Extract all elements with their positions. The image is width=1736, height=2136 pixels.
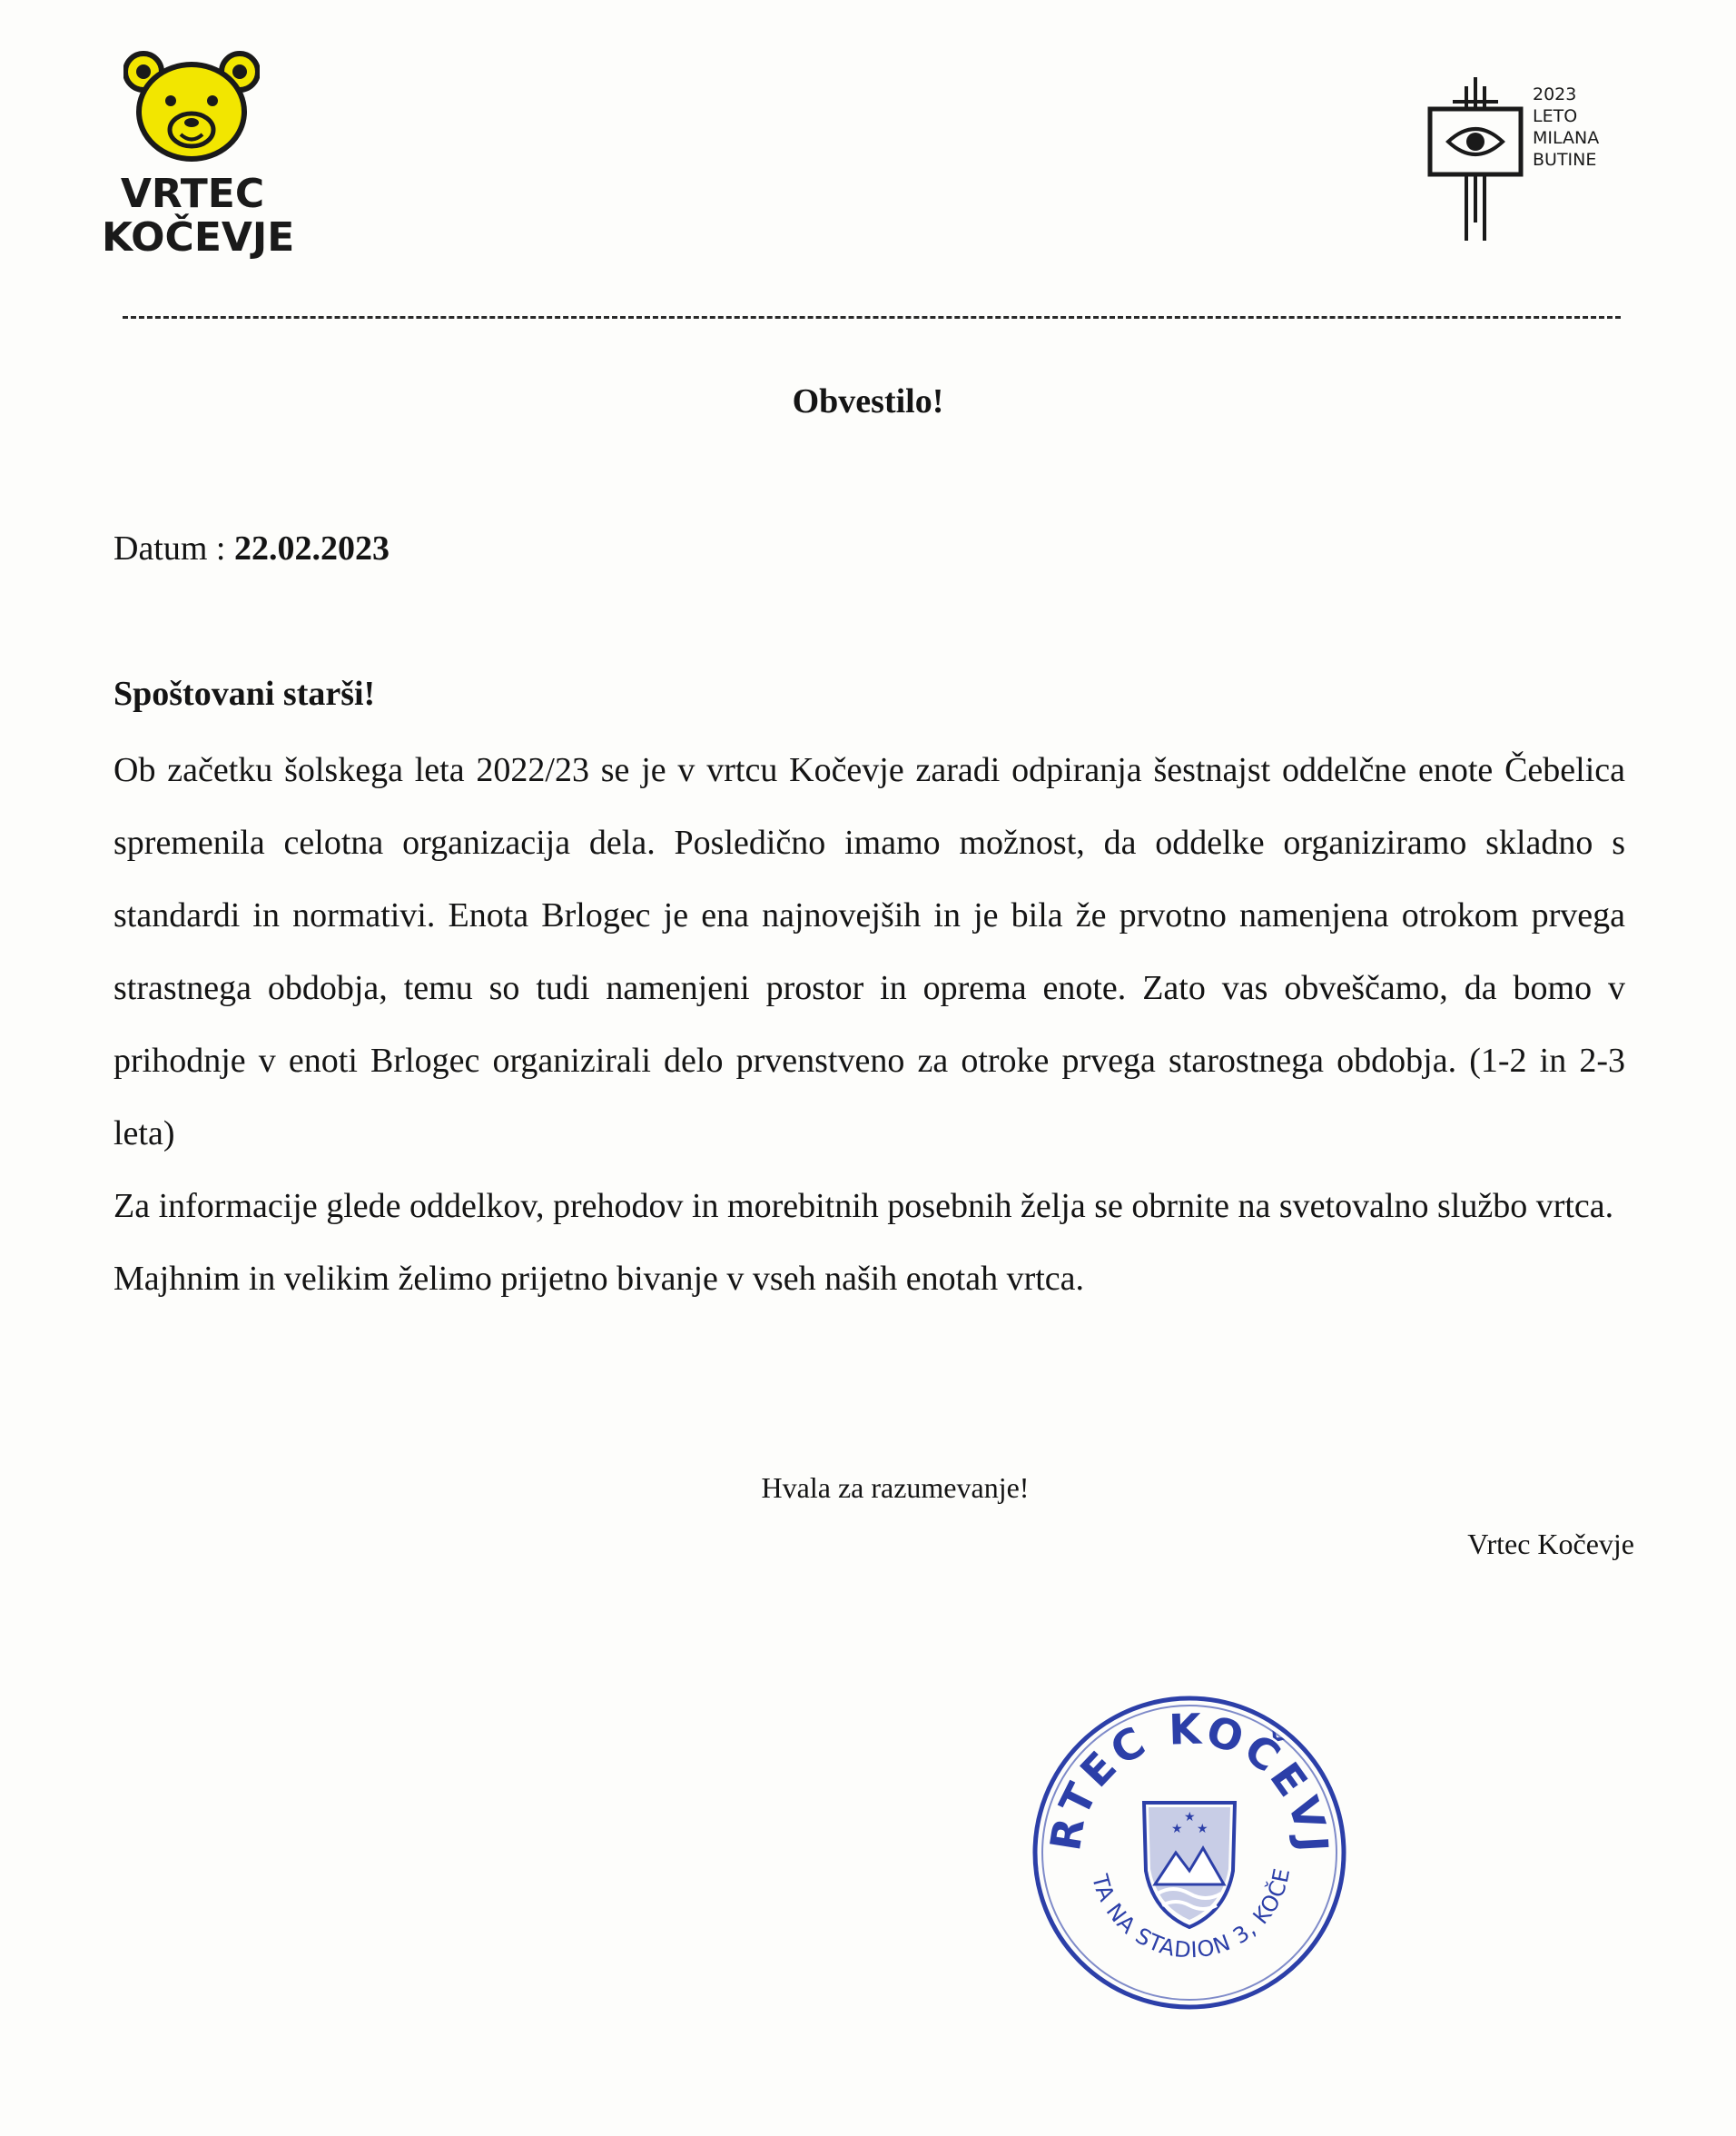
official-stamp bbox=[1026, 1689, 1353, 2016]
salutation: Spoštovani starši! bbox=[113, 675, 376, 713]
vrtec-kocevje-logo bbox=[102, 50, 295, 261]
leto-milana-butine-logo bbox=[1425, 73, 1607, 254]
stamp-seal-icon bbox=[1026, 1689, 1353, 2016]
logo-right-line-2: LETO bbox=[1533, 106, 1578, 126]
svg-text:★: ★ bbox=[1197, 1823, 1208, 1836]
svg-text:★: ★ bbox=[1184, 1811, 1196, 1824]
page-title: Obvestilo! bbox=[792, 382, 944, 420]
logo-right-line-1: 2023 bbox=[1533, 84, 1577, 104]
svg-text:★: ★ bbox=[1171, 1823, 1183, 1836]
bear-icon bbox=[123, 50, 260, 163]
logo-right-line-3: MILANA bbox=[1533, 128, 1600, 148]
date-line bbox=[113, 529, 390, 569]
paragraph-3: Majhnim in velikim želimo prijetno bivanje v vseh naših enotah vrtca. bbox=[113, 1260, 1085, 1298]
logo-line-1: VRTEC bbox=[120, 171, 265, 217]
logo-line-2: KOČEVJE bbox=[102, 214, 295, 261]
eye-frame-icon bbox=[1425, 73, 1530, 254]
thanks-line: Hvala za razumevanje! bbox=[761, 1471, 1030, 1504]
dashed-separator bbox=[123, 316, 1621, 319]
notice-body bbox=[113, 734, 1625, 1315]
paragraph-2: Za informacije glede oddelkov, prehodov in morebitnih posebnih želja se obrnite na svetovalno službo vrtca. bbox=[113, 1187, 1614, 1225]
signature: Vrtec Kočevje bbox=[1467, 1528, 1634, 1560]
svg-text:VRTEC KOČEVJE: RTEC KOČEVJ bbox=[1041, 1704, 1338, 1857]
date-value: 22.02.2023 bbox=[233, 529, 390, 568]
date-label: Datum : bbox=[113, 529, 226, 568]
logo-right-line-4: BUTINE bbox=[1533, 150, 1597, 170]
svg-text:CESTA NA STADION 3, KOČEVJE: TA NA STADION 3, KOČE bbox=[1087, 1865, 1296, 1963]
paragraph-1: Ob začetku šolskega leta 2022/23 se je v vrtcu Kočevje zaradi odpiranja šestnajst oddelčne enote Čebelica spremenila celotna organizacija dela. Posledično imamo možnost, da oddelke organiziramo skladno s standardi in normativi. Enota Brlogec je ena najnovejših in je bila že prvotno namenjena otrokom prvega strastnega obdobja, temu so tudi namenjeni prostor in oprema enote. Zato vas obveščamo, da bomo v prihodnje v enoti Brlogec organizirali delo prvenstveno za otroke prvega starostnega obdobja. (1-2 in 2-3 leta) bbox=[113, 751, 1625, 1152]
